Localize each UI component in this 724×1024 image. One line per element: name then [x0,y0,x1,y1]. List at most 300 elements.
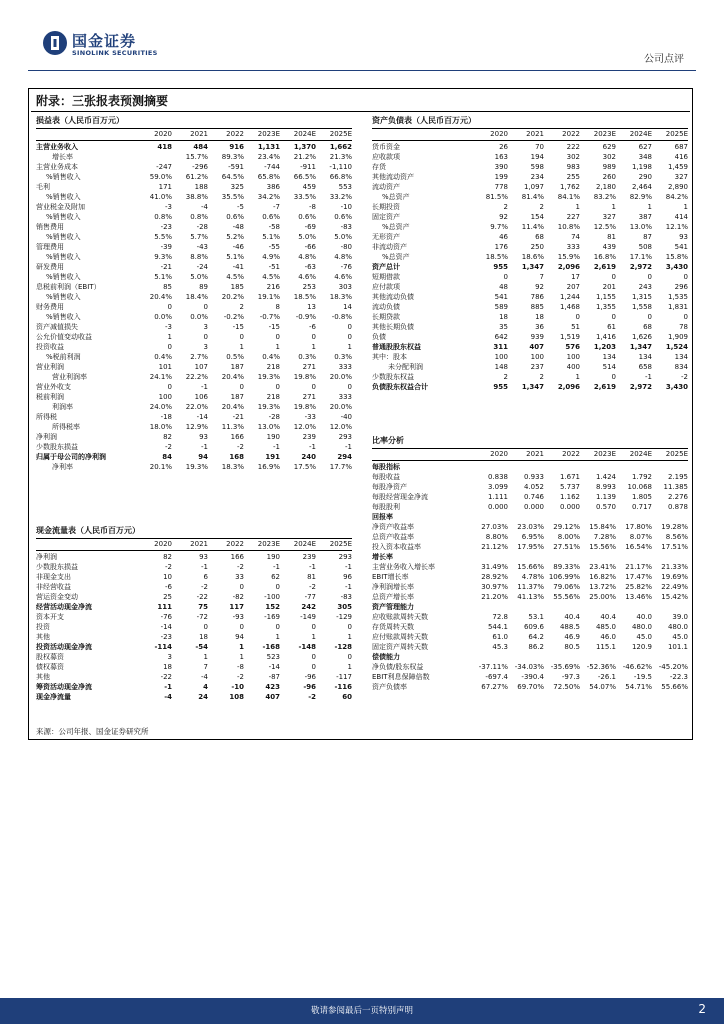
table-row [36,642,352,652]
row-value: -1 [201,443,208,451]
row-value: 598 [530,163,544,171]
row-value: 23.41% [589,563,616,571]
row-value: 242 [301,603,316,611]
row-value: -24 [196,263,208,271]
row-value: 188 [194,183,208,191]
row-value: 17.47% [625,573,652,581]
table-row [372,322,688,332]
row-value: -148 [298,643,316,651]
table-row [372,632,688,642]
row-value: -1 [645,373,652,381]
row-value: -149 [300,613,316,621]
row-value: -2 [237,673,244,681]
row-value: -6 [165,583,172,591]
row-value: 4.6% [334,273,352,281]
row-value: 1,198 [631,163,652,171]
row-value: 1,347 [521,383,544,391]
row-value: 25.82% [625,583,652,591]
row-value: 0.000 [487,503,508,511]
row-value: 13.0% [257,423,280,431]
row-value: -26.1 [597,673,616,681]
row-value: -8 [237,663,244,671]
row-value: 134 [602,353,616,361]
row-value: -66 [304,243,316,251]
row-value: 0 [503,273,508,281]
row-label: 主营业务成本 [36,163,78,171]
row-value: 25 [163,593,172,601]
row-value: 59.0% [149,173,172,181]
row-label: 其他长期负债 [372,323,414,331]
row-value: 18.3% [221,463,244,471]
row-value: 2 [539,203,544,211]
table-row [36,442,352,452]
row-value: 36 [535,323,544,331]
row-value: 94 [235,633,244,641]
row-label: 流动资产 [372,183,400,191]
row-value: 459 [302,183,316,191]
row-value: 1.139 [595,493,616,501]
row-value: 33 [235,573,244,581]
row-value: 0 [347,653,352,661]
row-label: 资产总计 [372,263,400,271]
row-value: 19.69% [661,573,688,581]
row-value: 0.5% [226,353,244,361]
year-header-spacer [36,129,136,140]
row-value: -2 [308,693,316,701]
row-value: 1,626 [631,333,652,341]
row-value: 629 [602,143,616,151]
ratio-group-name: 增长率 [372,553,393,561]
year-header-cell: 2021 [190,540,208,548]
row-label: 债权募资 [36,663,64,671]
row-value: 0 [239,333,244,341]
row-value: 7 [539,273,544,281]
year-header-cell: 2020 [490,130,508,138]
income-title: 损益表（人民币百万元） [36,116,124,125]
row-value: 20.1% [149,463,172,471]
table-row [36,332,352,342]
row-value: 222 [566,143,580,151]
row-label: %销售收入 [46,213,81,221]
row-value: 15.42% [661,593,688,601]
ratio-group-heading [372,512,688,522]
row-value: 1 [347,633,352,641]
row-value: 8.07% [629,533,652,541]
appendix-title-rule [31,111,690,112]
row-value: 39.0 [672,613,688,621]
row-value: 101 [158,363,172,371]
row-value: -46 [232,243,244,251]
row-value: 35.5% [221,193,244,201]
row-value: 134 [674,353,688,361]
row-label: 总资产收益率 [372,533,414,541]
row-value: 8.993 [595,483,616,491]
row-value: 191 [265,453,280,461]
row-value: 687 [674,143,688,151]
row-value: 418 [157,143,172,151]
row-value: 416 [674,153,688,161]
table-row [372,542,688,552]
row-value: 2.195 [667,473,688,481]
row-value: 239 [302,553,316,561]
row-value: 5.1% [262,233,280,241]
table-row [372,562,688,572]
row-label: 税前利润 [36,393,64,401]
row-label: 销售费用 [36,223,64,231]
balance-title: 资产负债表（人民币百万元） [372,116,476,125]
row-value: 16.54% [625,543,652,551]
row-value: 201 [602,283,616,291]
row-label: 短期借款 [372,273,400,281]
row-value: 22.49% [661,583,688,591]
row-value: 81.5% [485,193,508,201]
row-value: 35 [499,323,508,331]
row-value: 115.1 [595,643,616,651]
row-value: -247 [156,163,172,171]
row-value: -1 [345,443,352,451]
table-row [36,562,352,572]
row-value: 18.5% [485,253,508,261]
row-value: 916 [229,143,244,151]
row-label: 归属于母公司的净利润 [36,453,106,461]
row-value: 40.4 [600,613,616,621]
row-value: 0 [311,653,316,661]
row-label: 股权募资 [36,653,64,661]
row-value: 41.13% [517,593,544,601]
row-value: 17.5% [293,463,316,471]
row-label: EBIT利息保障倍数 [372,673,430,681]
row-value: 23.03% [517,523,544,531]
row-value: 5.1% [154,273,172,281]
row-value: 3 [203,343,208,351]
row-value: 107 [194,363,208,371]
ratio-group-name: 资产管理能力 [372,603,414,611]
row-value: 414 [674,213,688,221]
table-row [36,162,352,172]
row-value: -97.3 [561,673,580,681]
row-value: 0.0% [154,313,172,321]
row-value: -4 [164,693,172,701]
table-row [372,292,688,302]
row-value: 0 [167,303,172,311]
row-value: 3,430 [665,383,688,391]
row-value: -1 [309,443,316,451]
row-value: 627 [638,143,652,151]
row-value: 333 [338,393,352,401]
row-value: 9.7% [490,223,508,231]
row-value: 2,972 [629,263,652,271]
row-value: 983 [566,163,580,171]
row-label: %销售收入 [46,273,81,281]
row-label: 营业税金及附加 [36,203,85,211]
row-value: -2 [681,373,688,381]
row-value: 325 [230,183,244,191]
row-label: 毛利 [36,183,50,191]
row-value: 62 [271,573,280,581]
row-value: 237 [530,363,544,371]
table-row [36,322,352,332]
row-value: 55.66% [661,683,688,691]
row-value: 0 [347,383,352,391]
year-header-spacer [372,129,472,140]
row-value: 18.6% [521,253,544,261]
row-label: 营业利润率 [52,373,87,381]
row-value: -33 [304,413,316,421]
table-row [36,262,352,272]
row-value: 1,831 [667,303,688,311]
row-value: -0.9% [295,313,316,321]
row-value: 17.80% [625,523,652,531]
row-value: 40.4 [564,613,580,621]
row-value: 0 [347,623,352,631]
row-label: 财务费用 [36,303,64,311]
row-value: 72.8 [492,613,508,621]
row-value: 1,097 [523,183,544,191]
row-value: 5.0% [190,273,208,281]
row-value: 18 [199,633,208,641]
row-value: 20.4% [221,403,244,411]
row-value: 10 [163,573,172,581]
row-value: 4.8% [298,253,316,261]
row-value: 1 [575,373,580,381]
row-value: 190 [266,553,280,561]
row-value: 13.0% [629,223,652,231]
row-value: 1 [239,343,244,351]
brand-name-en: SINOLINK SECURITIES [72,49,158,57]
year-header-cell: 2021 [190,130,208,138]
ratio-group-heading [372,462,688,472]
row-value: 120.9 [631,643,652,651]
row-value: 1,416 [595,333,616,341]
row-value: 1 [167,333,172,341]
row-label: 少数股东损益 [36,563,78,571]
row-value: 84.2% [665,193,688,201]
row-value: 0.6% [334,213,352,221]
row-value: 66.5% [293,173,316,181]
row-value: 1 [575,203,580,211]
row-value: 15.9% [557,253,580,261]
row-value: 0.000 [559,503,580,511]
row-value: 46.0 [600,633,616,641]
row-value: 311 [493,343,508,351]
row-value: 293 [338,553,352,561]
table-row [372,272,688,282]
row-label: 其他流动负债 [372,293,414,301]
row-value: -8 [309,203,316,211]
row-value: 1 [347,343,352,351]
row-value: 21.2% [293,153,316,161]
row-value: 92 [535,283,544,291]
row-value: 12.5% [593,223,616,231]
row-value: -77 [304,593,316,601]
row-value: 2 [503,373,508,381]
row-value: 19.1% [257,293,280,301]
row-value: 0 [167,383,172,391]
row-label: 净利率 [52,463,73,471]
sinolink-logo-icon [42,30,68,56]
ratio-group-name: 偿债能力 [372,653,400,661]
row-value: 89.33% [553,563,580,571]
row-value: 260 [602,173,616,181]
row-value: -1,110 [329,163,352,171]
row-value: 8.80% [485,533,508,541]
row-label: 货币资金 [372,143,400,151]
row-value: 89 [199,283,208,291]
row-value: -46.62% [622,663,652,671]
row-value: 8.56% [665,533,688,541]
row-label: 每股净资产 [372,483,407,491]
row-value: 40.0 [636,613,652,621]
row-value: -51 [268,263,280,271]
table-row [372,472,688,482]
table-row [372,302,688,312]
row-value: 74 [571,233,580,241]
row-value: 576 [565,343,580,351]
row-value: -2 [165,563,172,571]
row-value: 1,355 [595,303,616,311]
row-value: 2,619 [593,263,616,271]
row-value: 100 [494,353,508,361]
row-value: 22.0% [185,403,208,411]
row-value: 41.0% [149,193,172,201]
row-value: -18 [160,413,172,421]
row-value: 0 [239,623,244,631]
row-value: 1.111 [487,493,508,501]
row-value: 1 [239,643,244,651]
row-value: 234 [530,173,544,181]
table-row [36,452,352,462]
row-value: -55 [268,243,280,251]
row-value: 7.28% [593,533,616,541]
row-value: 84.1% [557,193,580,201]
row-value: 0 [275,623,280,631]
table-row [372,142,688,152]
row-value: 24.0% [149,403,172,411]
row-value: 15.7% [185,153,208,161]
row-value: 190 [266,433,280,441]
row-value: -63 [304,263,316,271]
row-value: -0.7% [259,313,280,321]
row-value: 20.4% [149,293,172,301]
year-header-cell: 2024E [293,130,316,138]
table-row [36,342,352,352]
row-value: -14 [196,413,208,421]
row-value: 327 [602,213,616,221]
row-value: 21.3% [329,153,352,161]
row-value: 187 [230,363,244,371]
row-value: 1 [275,343,280,351]
row-value: 5.2% [226,233,244,241]
row-value: -39 [160,243,172,251]
row-value: 15.8% [665,253,688,261]
row-label: %销售收入 [46,173,81,181]
row-value: 93 [199,553,208,561]
row-value: -35.69% [550,663,580,671]
table-row [36,692,352,702]
table-row [372,672,688,682]
table-row [372,152,688,162]
row-value: 544.1 [487,623,508,631]
row-value: 3 [167,653,172,661]
row-value: 423 [265,683,280,691]
row-value: 1,459 [667,163,688,171]
row-value: 0.746 [523,493,544,501]
table-row [36,592,352,602]
row-value: 101.1 [667,643,688,651]
row-value: 66.8% [329,173,352,181]
row-value: 87 [643,233,652,241]
row-value: 21.33% [661,563,688,571]
row-value: 1,535 [667,293,688,301]
row-value: -41 [232,263,244,271]
row-value: 216 [266,283,280,291]
row-value: 18 [163,663,172,671]
row-value: 1.792 [631,473,652,481]
row-label: 投资 [36,623,50,631]
table-row [372,482,688,492]
row-label: 总资产增长率 [372,593,414,601]
year-header-cell: 2020 [154,130,172,138]
row-value: 45.3 [492,643,508,651]
row-value: 407 [529,343,544,351]
row-value: 0.838 [487,473,508,481]
row-label: 净资产收益率 [372,523,414,531]
row-value: -3 [165,203,172,211]
row-value: -22.3 [669,673,688,681]
row-value: 240 [301,453,316,461]
row-value: 85 [163,283,172,291]
row-label: %销售收入 [46,293,81,301]
row-value: 8 [275,303,280,311]
table-row [36,552,352,562]
row-value: 1 [239,653,244,661]
page-header [0,0,724,80]
row-label: 长期贷款 [372,313,400,321]
row-value: -76 [160,613,172,621]
row-value: 45.0 [636,633,652,641]
row-value: -1 [273,563,280,571]
row-value: 327 [674,173,688,181]
row-value: -1 [164,683,172,691]
row-value: -96 [304,673,316,681]
row-value: 11.37% [517,583,544,591]
table-row [372,262,688,272]
row-value: -3 [165,323,172,331]
row-value: 2,890 [667,183,688,191]
row-label: %销售收入 [46,253,81,261]
table-row [36,232,352,242]
row-value: -15 [232,323,244,331]
row-value: 166 [230,553,244,561]
row-value: 25.00% [589,593,616,601]
row-value: 1.162 [559,493,580,501]
row-value: 34.2% [257,193,280,201]
row-value: 296 [674,283,688,291]
table-row [372,362,688,372]
row-value: 2 [239,303,244,311]
row-label: 固定资产周转天数 [372,643,428,651]
row-value: 302 [566,153,580,161]
row-value: 19.28% [661,523,688,531]
year-header-row [36,539,352,551]
row-value: 1 [647,203,652,211]
row-value: 92 [499,213,508,221]
row-value: 387 [638,213,652,221]
row-value: 69.70% [517,683,544,691]
row-value: -23 [160,633,172,641]
row-value: -129 [336,613,352,621]
row-value: 400 [566,363,580,371]
